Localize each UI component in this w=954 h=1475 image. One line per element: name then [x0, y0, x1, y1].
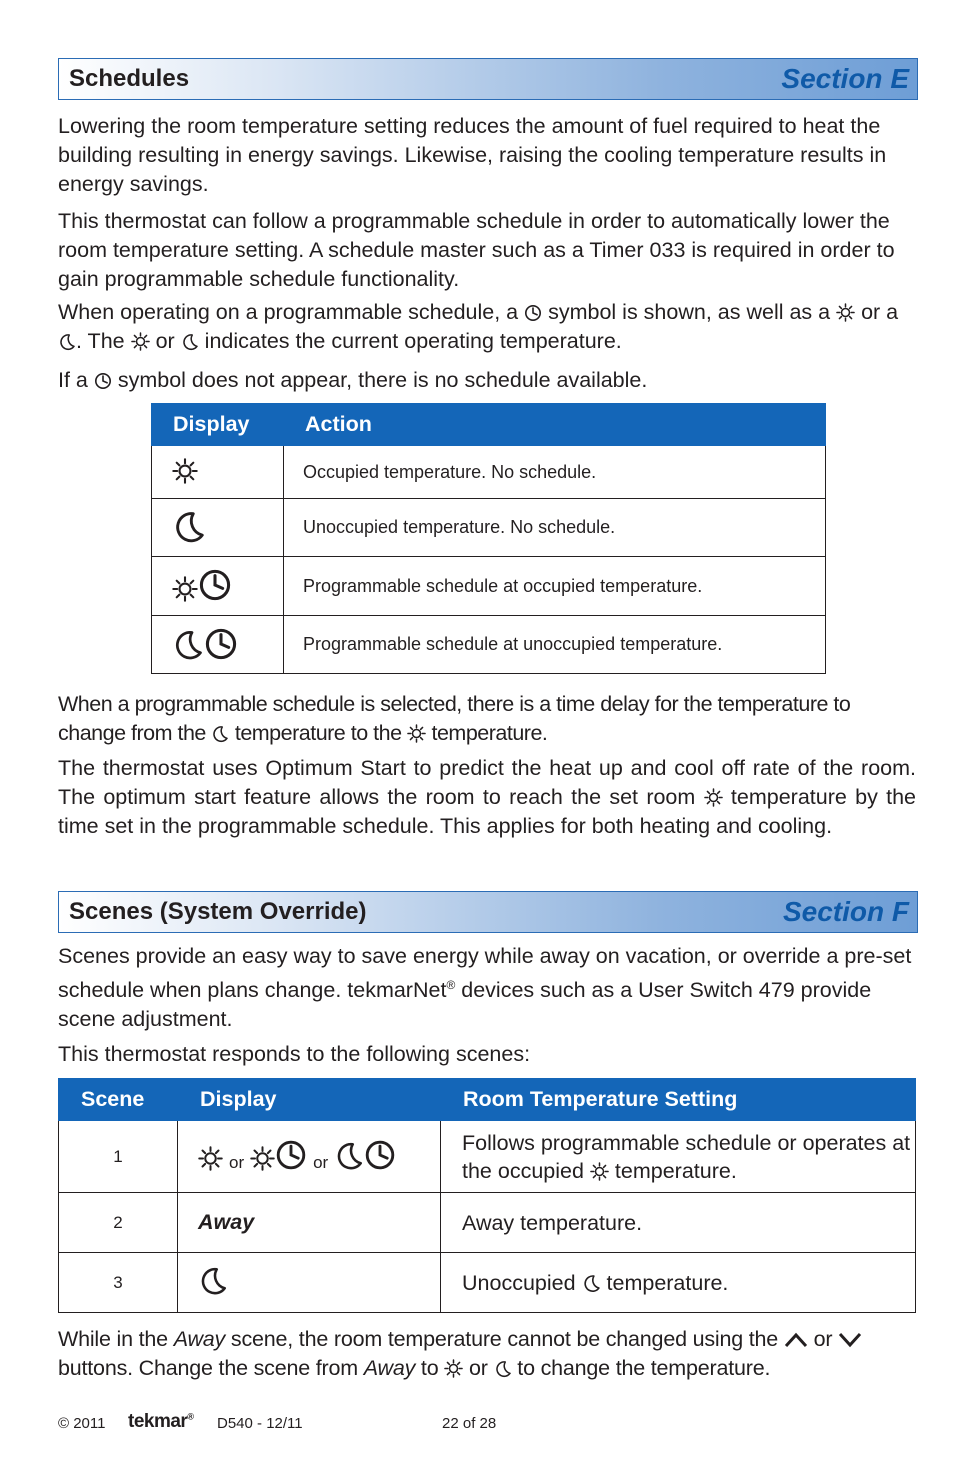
paragraph: When a programmable schedule is selected, there is a time delay for the temperature to change from the temperature to the temperature.: [58, 692, 851, 745]
scenes-table: [58, 1078, 916, 1313]
action-cell: Unoccupied temperature. No schedule.: [284, 499, 826, 557]
setting-cell: Away temperature.: [441, 1193, 916, 1253]
action-cell: Programmable schedule at occupied temperature.: [284, 557, 826, 616]
sun-icon: [172, 576, 198, 602]
page-number: 22 of 28: [442, 1415, 497, 1432]
paragraph: This thermostat can follow a programmable schedule in order to automatically lower the room temperature setting. A schedule master such as a Timer 033 is required in order to gain programmable schedule functionality.: [58, 209, 895, 291]
scene-number: 1: [59, 1121, 178, 1193]
clock-icon: [198, 568, 232, 602]
moon-icon: [334, 1141, 364, 1171]
moon-icon: [172, 629, 204, 661]
column-header: Action: [284, 404, 826, 446]
up-arrow-icon: [784, 1331, 808, 1349]
paragraph: Lowering the room temperature setting reduces the amount of fuel required to heat the building resulting in energy savings. Likewise, raising the cooling temperature results in energy savings.: [58, 114, 887, 196]
paragraph: While in the Away scene, the room temperature cannot be changed using the or buttons. Change the scene from Away to or to change the temperature.: [58, 1325, 916, 1383]
footer-copyright: © 2011: [58, 1415, 106, 1432]
display-cell: or or: [178, 1121, 441, 1193]
column-header: Display: [178, 1079, 441, 1121]
table-row: [59, 1253, 916, 1313]
down-arrow-icon: [838, 1331, 862, 1349]
paragraph: When operating on a programmable schedule, a symbol is shown, as well as a or a . The or indicates the current operating temperature.: [58, 300, 899, 353]
brand-logo: tekmar®: [128, 1411, 194, 1432]
moon-icon: [172, 510, 206, 544]
display-cell: [152, 557, 284, 616]
sun-icon: [198, 1146, 223, 1171]
section-label: Section F: [782, 896, 909, 927]
display-cell: [152, 616, 284, 674]
footer-doc-number: D540 - 12/11: [217, 1415, 303, 1432]
section-e-banner: [58, 58, 918, 100]
column-header: Display: [152, 404, 284, 446]
sun-icon: [131, 332, 150, 351]
display-cell: [152, 446, 284, 499]
moon-icon: [181, 333, 199, 351]
section-title: Schedules: [69, 65, 190, 92]
sun-icon: [444, 1359, 463, 1378]
paragraph: If a symbol does not appear, there is no schedule available.: [58, 368, 648, 392]
clock-icon: [275, 1139, 307, 1171]
sun-icon: [172, 458, 198, 484]
table-row: [152, 557, 826, 616]
clock-icon: [204, 627, 238, 661]
paragraph: The thermostat uses Optimum Start to predict the heat up and cool off rate of the room. The optimum start feature allows the room to reach the set room temperature by the time set in the programmable schedule. This applies for both heating and cooling.: [58, 756, 916, 838]
display-cell: Away: [178, 1193, 441, 1253]
scene-number: 2: [59, 1193, 178, 1253]
action-cell: Programmable schedule at unoccupied temperature.: [284, 616, 826, 674]
action-cell: Occupied temperature. No schedule.: [284, 446, 826, 499]
moon-icon: [211, 725, 229, 743]
moon-icon: [198, 1266, 228, 1296]
section-f-banner: [58, 891, 918, 933]
moon-icon: [58, 333, 76, 351]
table-header-row: [152, 404, 826, 446]
paragraph: This thermostat responds to the following scenes:: [58, 1042, 531, 1066]
section-title: Scenes (System Override): [69, 898, 367, 925]
column-header: Room Temperature Setting: [441, 1079, 916, 1121]
display-cell: [178, 1253, 441, 1313]
table-row: [152, 499, 826, 557]
table-row: [59, 1193, 916, 1253]
sun-icon: [590, 1162, 609, 1181]
scene-number: 3: [59, 1253, 178, 1313]
sun-icon: [250, 1146, 275, 1171]
clock-icon: [94, 372, 112, 390]
moon-icon: [582, 1274, 601, 1293]
clock-icon: [364, 1139, 396, 1171]
sun-icon: [407, 724, 426, 743]
table-row: [59, 1121, 916, 1193]
clock-icon: [524, 304, 542, 322]
display-cell: [152, 499, 284, 557]
paragraph: Scenes provide an easy way to save energy while away on vacation, or override a pre-set schedule when plans change. tekmarNet® devices such as a User Switch 479 provide scene adjustment.: [58, 944, 912, 1032]
schedule-display-table: [151, 403, 826, 674]
column-header: Scene: [59, 1079, 178, 1121]
sun-icon: [836, 303, 855, 322]
table-row: [152, 446, 826, 499]
sun-icon: [704, 788, 723, 807]
moon-icon: [494, 1360, 512, 1378]
table-header-row: [59, 1079, 916, 1121]
section-label: Section E: [781, 63, 909, 94]
table-row: [152, 616, 826, 674]
setting-cell: Unoccupied temperature.: [441, 1253, 916, 1313]
setting-cell: Follows programmable schedule or operates at the occupied temperature.: [441, 1121, 916, 1193]
